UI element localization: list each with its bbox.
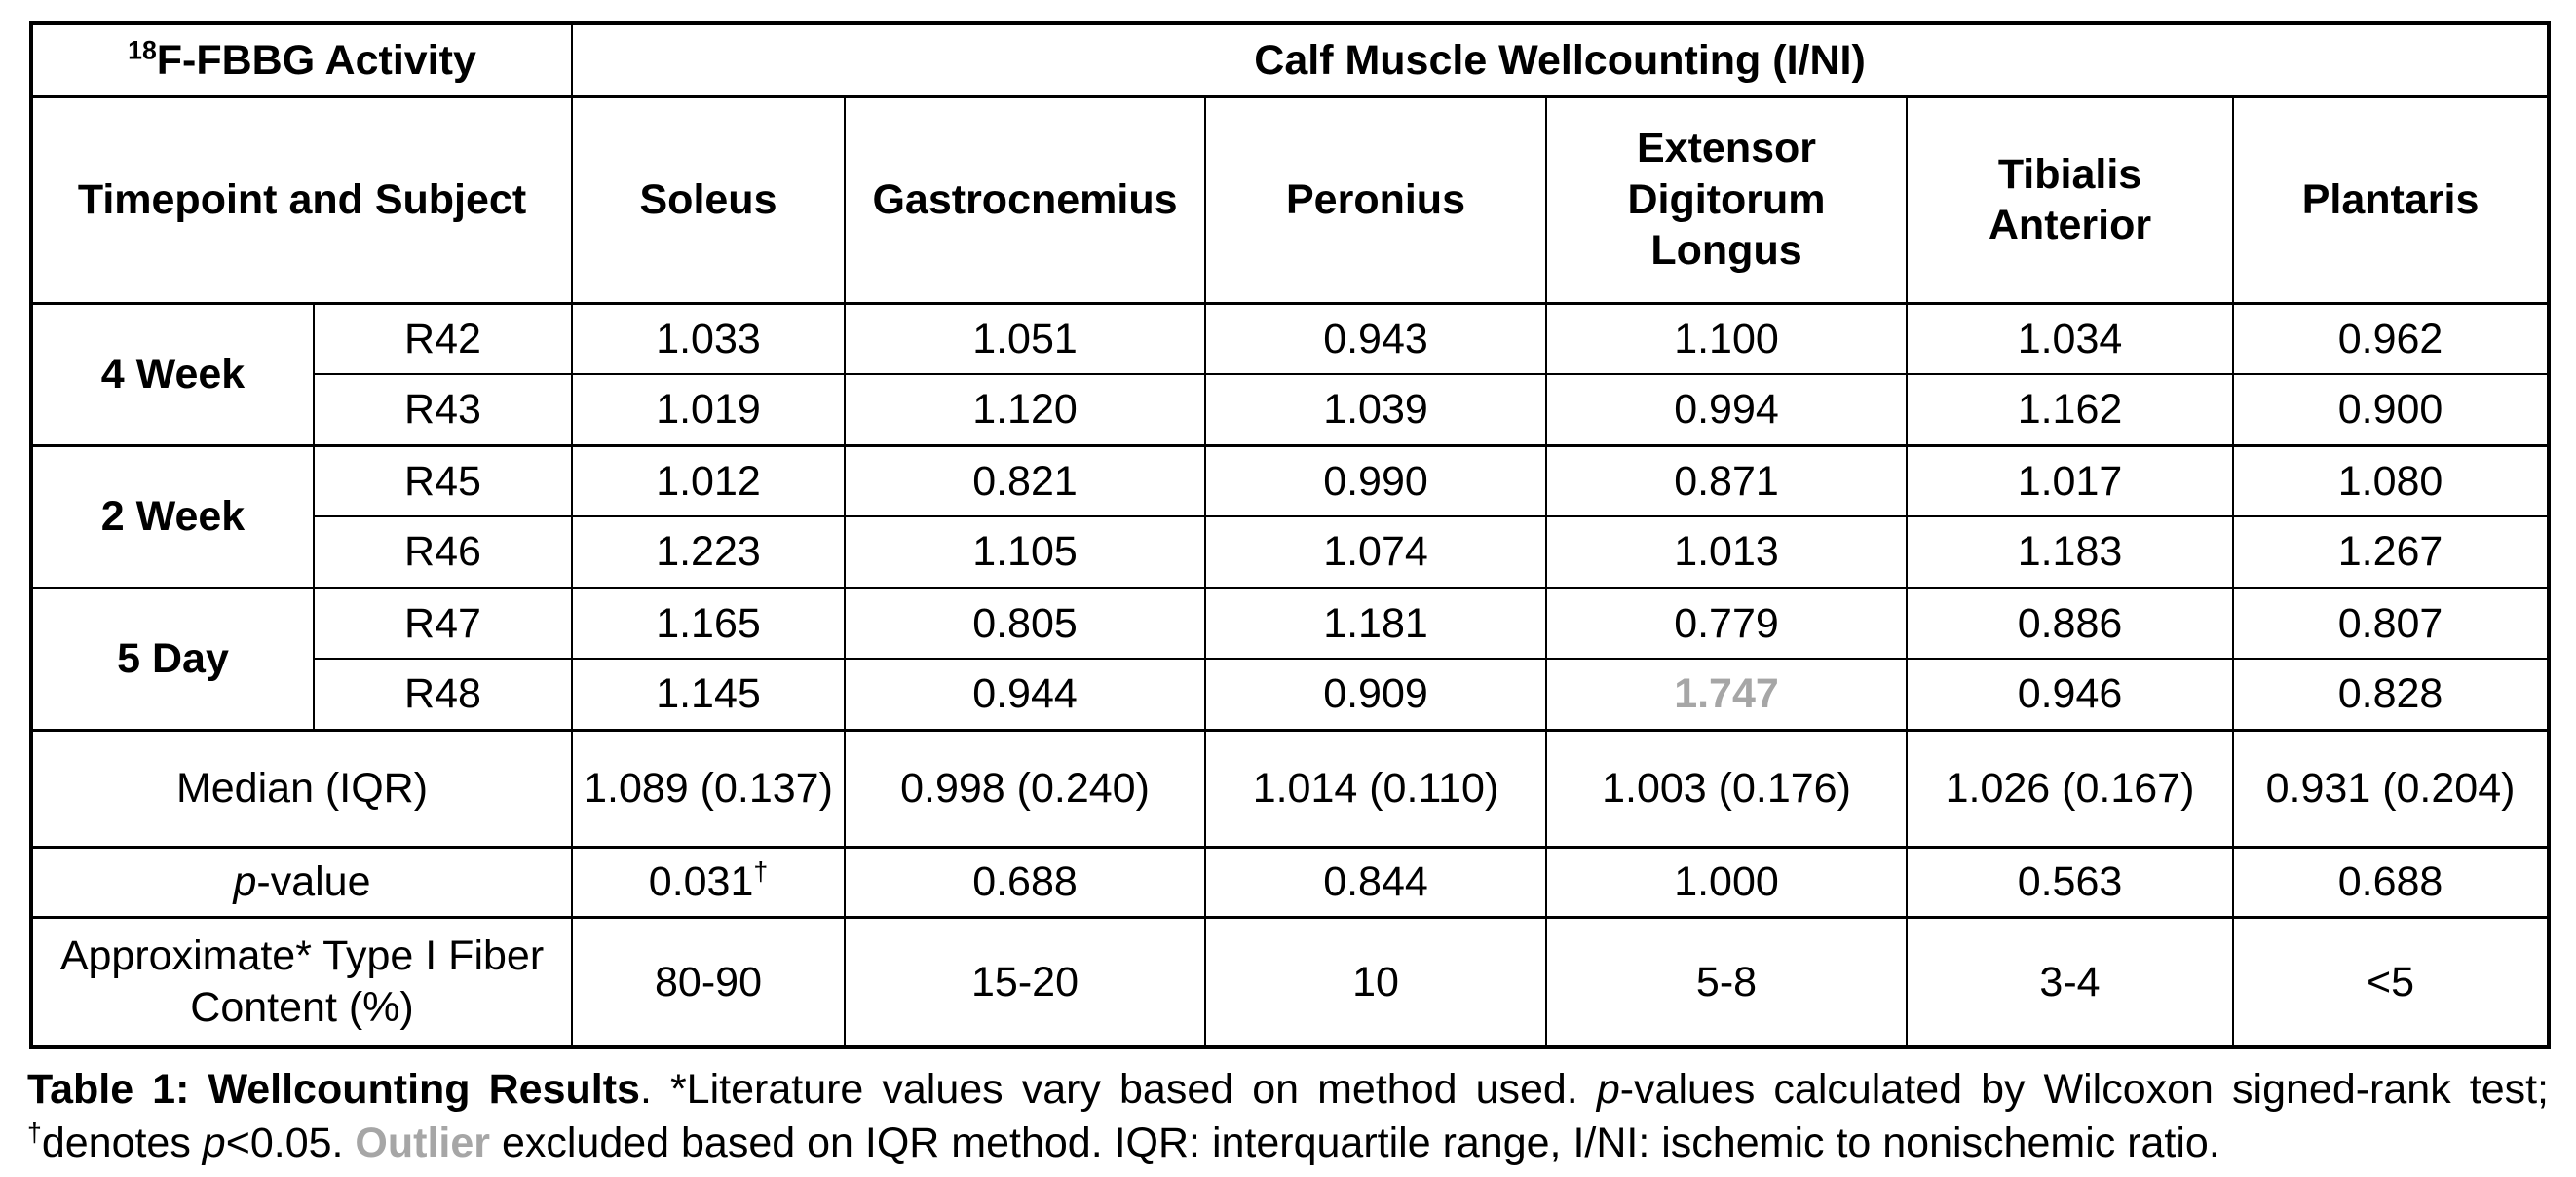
value-cell: 1.074 [1205,516,1546,588]
caption-seg2: -values calculated by Wilcoxon signed-rank test; [1619,1066,2549,1113]
caption-outlier-word: Outlier [355,1120,490,1167]
caption-title: Table 1: Wellcounting Results [27,1066,640,1113]
value-cell: 1.039 [1205,374,1546,445]
wellcounting-table [29,21,2551,1049]
subject-r43: R43 [314,374,572,445]
value-cell: 1.034 [1907,303,2233,374]
value-cell: 0.944 [845,659,1205,730]
table-row-r46 [31,516,2549,588]
timepoint-2-week: 2 Week [31,445,314,588]
span-header: Calf Muscle Wellcounting (I/NI) [572,23,2549,96]
p-value-cell: 1.000 [1546,847,1907,917]
p-value-cell: 0.688 [845,847,1205,917]
value-cell: 1.012 [572,445,845,516]
p-value-label-rest: -value [256,857,371,905]
table-row-r43 [31,374,2549,445]
column-header-soleus: Soleus [572,96,845,303]
page [0,21,2576,1177]
value-cell: 1.080 [2233,445,2549,516]
median-row-label: Median (IQR) [31,730,572,847]
p-value-cell: 0.688 [2233,847,2549,917]
p-value-label-italic: p [233,857,257,905]
timepoint-5-day: 5 Day [31,588,314,730]
fiber-content-label: Approximate* Type I Fiber Content (%) [31,917,572,1047]
value-cell: 0.807 [2233,588,2549,659]
fiber-cell: <5 [2233,917,2549,1047]
p-value-label [31,847,572,917]
timepoint-4-week: 4 Week [31,303,314,445]
value-cell: 0.943 [1205,303,1546,374]
value-cell: 1.162 [1907,374,2233,445]
caption-seg4: <0.05. [225,1120,356,1167]
table-row-r48 [31,659,2549,730]
value-cell: 0.900 [2233,374,2549,445]
header-row-1 [31,23,2549,96]
value-cell: 1.223 [572,516,845,588]
column-header-edl: Extensor Digitorum Longus [1546,96,1907,303]
caption-p-italic-1: p [1596,1066,1620,1113]
p-value-row [31,847,2549,917]
outlier-value-cell: 1.747 [1546,659,1907,730]
value-cell: 0.779 [1546,588,1907,659]
subject-r45: R45 [314,445,572,516]
value-cell: 0.871 [1546,445,1907,516]
value-cell: 1.017 [1907,445,2233,516]
caption-seg5: excluded based on IQR method. IQR: interquartile range, I/NI: ischemic to nonischemic ratio. [490,1120,2220,1167]
subject-r47: R47 [314,588,572,659]
median-cell: 1.089 (0.137) [572,730,845,847]
column-header-tibialis-anterior: Tibialis Anterior [1907,96,2233,303]
fiber-cell: 15-20 [845,917,1205,1047]
fiber-cell: 80-90 [572,917,845,1047]
caption-seg3: denotes [41,1120,203,1167]
p-value-cell-soleus [572,847,845,917]
value-cell: 0.990 [1205,445,1546,516]
value-cell: 1.105 [845,516,1205,588]
fiber-cell: 5-8 [1546,917,1907,1047]
subject-r48: R48 [314,659,572,730]
value-cell: 0.886 [1907,588,2233,659]
column-header-peronius: Peronius [1205,96,1546,303]
value-cell: 1.145 [572,659,845,730]
table-row-r45 [31,445,2549,516]
row-header: Timepoint and Subject [31,96,572,303]
subject-r46: R46 [314,516,572,588]
value-cell: 1.013 [1546,516,1907,588]
caption-dagger-icon: † [27,1118,42,1148]
value-cell: 1.100 [1546,303,1907,374]
value-cell: 0.821 [845,445,1205,516]
fiber-cell: 10 [1205,917,1546,1047]
isotope-superscript: 18 [128,35,157,65]
p-value-number: 0.031 [648,857,754,905]
table-row-r47 [31,588,2549,659]
value-cell: 1.183 [1907,516,2233,588]
table-row-r42 [31,303,2549,374]
value-cell: 0.946 [1907,659,2233,730]
value-cell: 0.994 [1546,374,1907,445]
median-cell: 0.998 (0.240) [845,730,1205,847]
value-cell: 1.051 [845,303,1205,374]
caption [27,1063,2549,1170]
header-row-2 [31,96,2549,303]
value-cell: 0.962 [2233,303,2549,374]
subject-r42: R42 [314,303,572,374]
median-cell: 0.931 (0.204) [2233,730,2549,847]
median-cell: 1.026 (0.167) [1907,730,2233,847]
caption-p-italic-2: p [202,1120,226,1167]
corner-header-label: F-FBBG Activity [156,36,476,84]
column-header-plantaris: Plantaris [2233,96,2549,303]
value-cell: 1.033 [572,303,845,374]
p-value-cell: 0.844 [1205,847,1546,917]
caption-seg1: . *Literature values vary based on method used. [639,1066,1597,1113]
value-cell: 1.019 [572,374,845,445]
column-header-gastrocnemius: Gastrocnemius [845,96,1205,303]
median-row [31,730,2549,847]
corner-header [31,23,572,96]
fiber-cell: 3-4 [1907,917,2233,1047]
value-cell: 1.181 [1205,588,1546,659]
value-cell: 1.267 [2233,516,2549,588]
median-cell: 1.014 (0.110) [1205,730,1546,847]
p-value-cell: 0.563 [1907,847,2233,917]
value-cell: 1.165 [572,588,845,659]
fiber-content-row [31,917,2549,1047]
dagger-icon: † [753,856,769,887]
value-cell: 1.120 [845,374,1205,445]
value-cell: 0.828 [2233,659,2549,730]
value-cell: 0.909 [1205,659,1546,730]
median-cell: 1.003 (0.176) [1546,730,1907,847]
value-cell: 0.805 [845,588,1205,659]
